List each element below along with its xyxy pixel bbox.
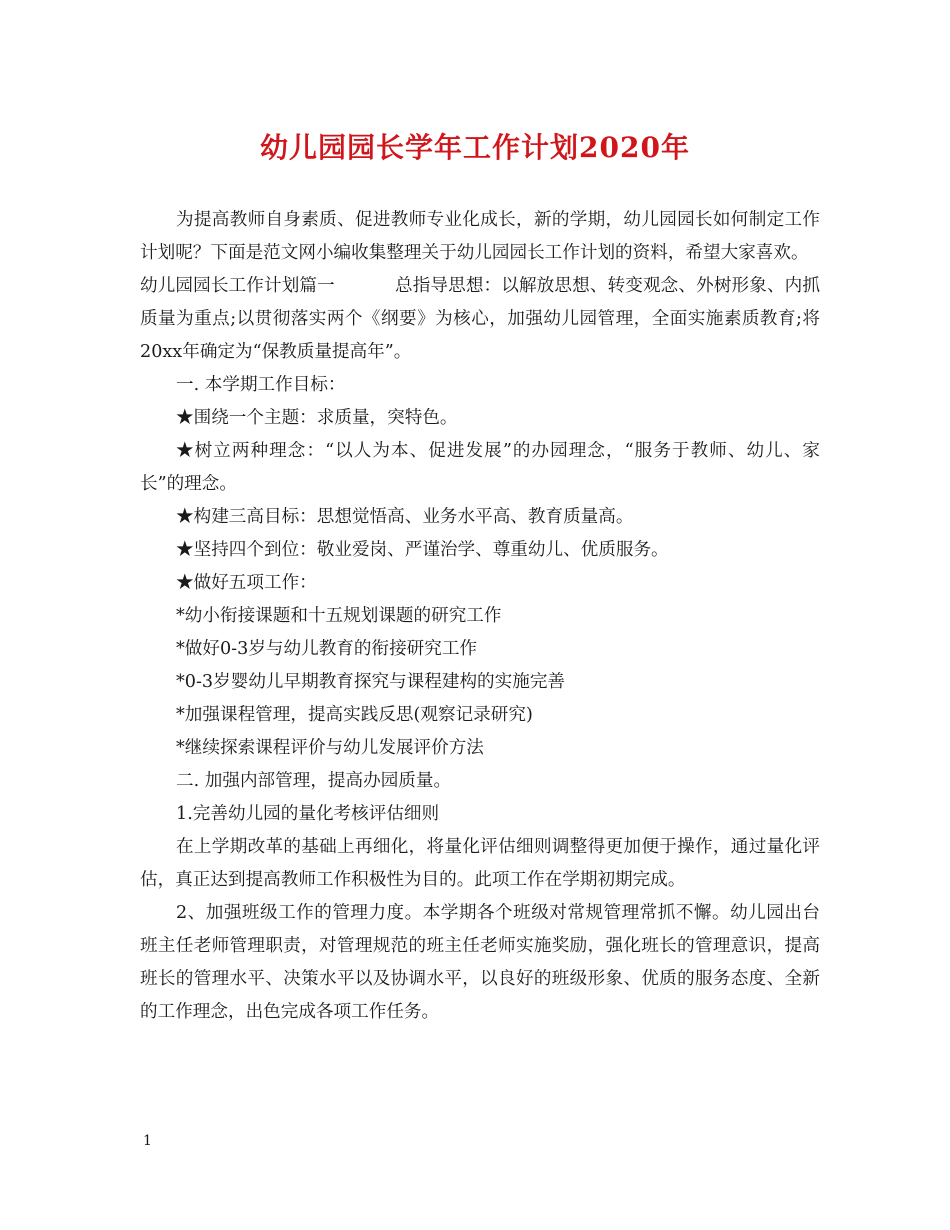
document-body — [140, 204, 820, 1029]
heading-management: 二. 加强内部管理，提高办园质量。 — [176, 771, 452, 791]
list-item-5: *继续探索课程评价与幼儿发展评价方法 — [176, 738, 484, 758]
intro-paragraph: 为提高教师自身素质、促进教师专业化成长，新的学期，幼儿园园长如何制定工作计划呢？下面是范文网小编收集整理关于幼儿园园长工作计划的资料，希望大家喜欢。 — [140, 210, 820, 263]
list-item-4: *加强课程管理，提高实践反思(观察记录研究) — [176, 705, 533, 725]
heading-goals: 一. 本学期工作目标： — [176, 375, 346, 395]
page-number: 1 — [143, 1133, 152, 1149]
list-item-1: *幼小衔接课题和十五规划课题的研究工作 — [176, 606, 502, 626]
list-item-3: *0-3岁婴幼儿早期教育探究与课程建构的实施完善 — [176, 672, 566, 692]
section-text: 总指导思想：以解放思想、转变观念、外树形象、内抓质量为重点;以贯彻落实两个《纲要》为核心，加强幼儿园管理，全面实施素质教育;将20xx年确定为“保教质量提高年”。 — [140, 276, 820, 362]
section-paragraph — [140, 270, 820, 369]
section-label: 幼儿园园长工作计划篇一 — [140, 276, 335, 296]
star-item-5: ★做好五项工作： — [176, 573, 317, 593]
paragraph-2: 2、加强班级工作的管理力度。本学期各个班级对常规管理常抓不懈。幼儿园出台班主任老师管理职责，对管理规范的班主任老师实施奖励，强化班长的管理意识，提高班长的管理水平、决策水平以及协调水平，以良好的班级形象、优质的服务态度、全新的工作理念，出色完成各项工作任务。 — [140, 903, 820, 1022]
star-item-3: ★构建三高目标：思想觉悟高、业务水平高、教育质量高。 — [176, 507, 634, 527]
document-title: 幼儿园园长学年工作计划2020年 — [260, 131, 690, 164]
star-item-4: ★坚持四个到位：敬业爱岗、严谨治学、尊重幼儿、优质服务。 — [176, 540, 669, 560]
paragraph-1: 在上学期改革的基础上再细化，将量化评估细则调整得更加便于操作，通过量化评估，真正达到提高教师工作积极性为目的。此项工作在学期初期完成。 — [140, 837, 820, 890]
star-item-2: ★树立两种理念：“以人为本、促进发展”的办园理念，“服务于教师、幼儿、家长”的理念。 — [140, 441, 820, 494]
list-item-2: *做好0-3岁与幼儿教育的衔接研究工作 — [176, 639, 478, 659]
sub-heading-1: 1.完善幼儿园的量化考核评估细则 — [176, 804, 440, 824]
star-item-1: ★围绕一个主题：求质量，突特色。 — [176, 408, 458, 428]
